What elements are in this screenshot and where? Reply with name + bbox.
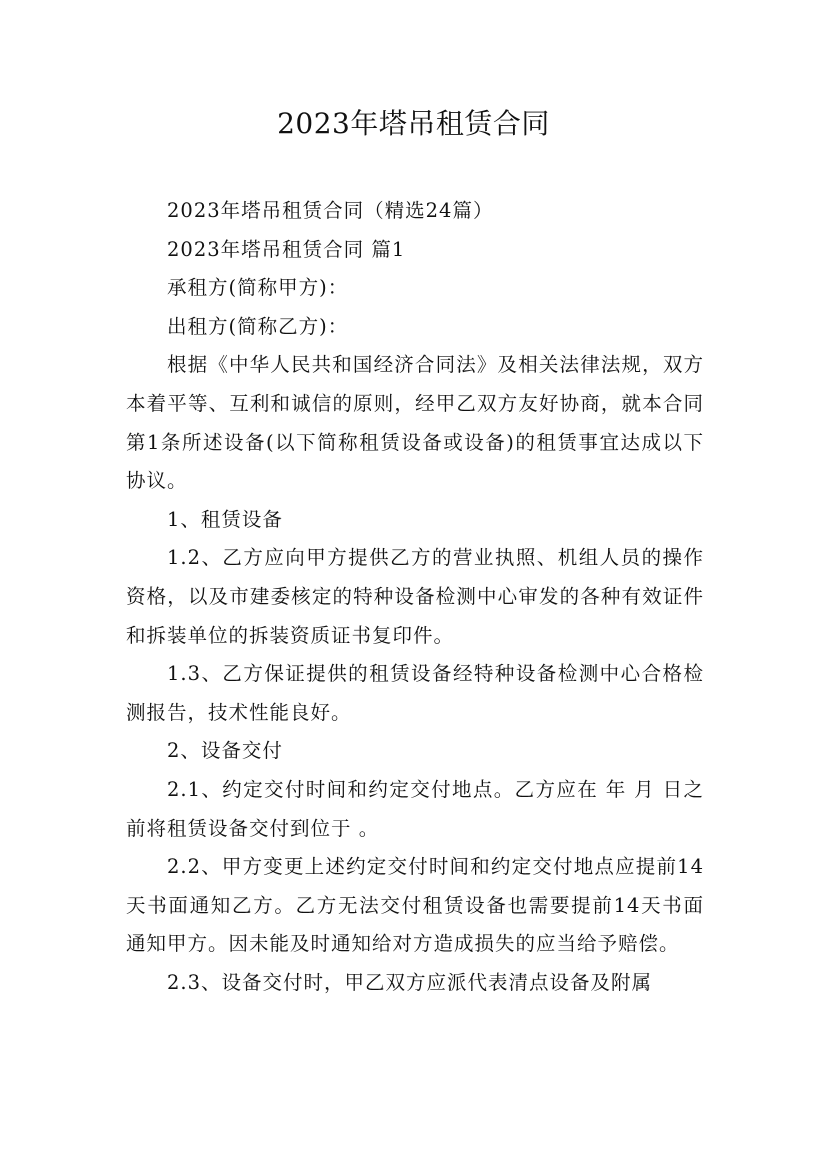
paragraph-clause-1-3: 1.3、乙方保证提供的租赁设备经特种设备检测中心合格检测报告，技术性能良好。 [126, 662, 704, 724]
paragraph-clause-2-3: 2.3、设备交付时，甲乙双方应派代表清点设备及附属 [167, 970, 653, 994]
document-title: 2023年塔吊租赁合同 [277, 107, 550, 140]
paragraph-clause-1-2: 1.2、乙方应向甲方提供乙方的营业执照、机组人员的操作资格，以及市建委核定的特种设备检测中心审发的各种有效证件和拆装单位的拆装资质证书复印件。 [126, 546, 704, 647]
paragraph-subtitle: 2023年塔吊租赁合同（精选24篇） [167, 199, 494, 222]
paragraph-clause-1: 1、租赁设备 [167, 507, 283, 531]
document-body [126, 192, 704, 1002]
paragraph-clause-2: 2、设备交付 [167, 739, 283, 763]
paragraph-preamble: 根据《中华人民共和国经济合同法》及相关法律法规，双方本着平等、互利和诚信的原则，经甲乙双方友好协商，就本合同第1条所述设备(以下简称租赁设备或设备)的租赁事宜达成以下协议。 [126, 353, 704, 493]
paragraph-lessee: 承租方(简称甲方)： [167, 276, 349, 300]
paragraph-clause-2-2: 2.2、甲方变更上述约定交付时间和约定交付地点应提前14天书面通知乙方。乙方无法交付租赁设备也需要提前14天书面通知甲方。因未能及时通知给对方造成损失的应当给予赔偿。 [126, 855, 704, 956]
paragraph-clause-2-1: 2.1、约定交付时间和约定交付地点。乙方应在 年 月 日之前将租赁设备交付到位于 。 [126, 777, 704, 840]
paragraph-lessor: 出租方(简称乙方)： [167, 314, 349, 338]
paragraph-section-heading: 2023年塔吊租赁合同 篇1 [167, 237, 406, 261]
